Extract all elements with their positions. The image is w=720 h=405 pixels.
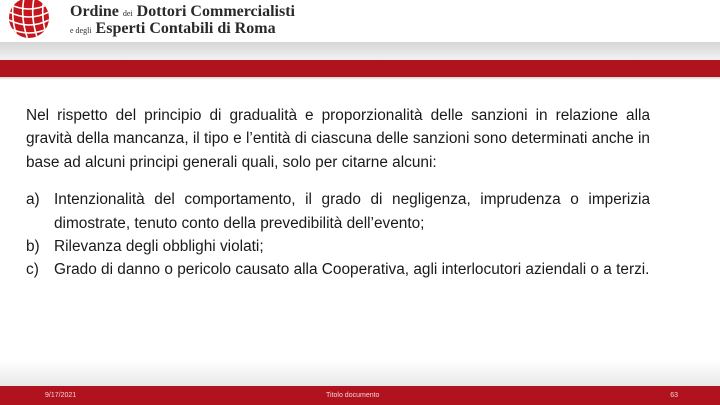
list-marker: c): [26, 261, 39, 279]
bottom-gradient: [0, 360, 720, 386]
list-marker: a): [26, 191, 40, 209]
org-word-e-degli: e degli: [70, 26, 92, 35]
org-word-dottori: Dottori Commercialisti: [136, 3, 295, 20]
list-item-text: Rilevanza degli obblighi violati;: [54, 238, 264, 256]
footer-page-number: 63: [670, 392, 678, 399]
criteria-list: [26, 188, 650, 282]
list-item: [26, 188, 650, 235]
list-item: [26, 258, 650, 281]
header-grey-band: [0, 42, 720, 60]
org-word-esperti: Esperti Contabili di Roma: [95, 20, 276, 37]
header: [0, 0, 720, 42]
org-word-ordine: Ordine: [70, 3, 119, 20]
header-red-band: [0, 60, 720, 77]
globe-logo-icon: [0, 0, 58, 42]
slide-content: [26, 104, 650, 282]
footer-bar: [0, 386, 720, 405]
org-name-line-1: [70, 3, 295, 21]
org-name-line-2: [70, 20, 276, 38]
list-marker: b): [26, 238, 40, 256]
list-item-text: Grado di danno o pericolo causato alla Cooperativa, agli interlocutori aziendali o a terzi.: [54, 261, 650, 279]
org-word-dei: dei: [122, 9, 133, 18]
footer-date: 9/17/2021: [45, 392, 77, 399]
list-item: [26, 235, 650, 258]
footer-doc-title: Titolo documento: [326, 392, 380, 399]
intro-paragraph: Nel rispetto del principio di gradualità e proporzionalità delle sanzioni in relazione alla gravità della mancanza, il tipo e l’entità di ciascuna delle sanzioni sono determinati anche in base ad alcuni principi generali quali, solo per citarne alcuni:: [26, 107, 650, 171]
list-item-text: Intenzionalità del comportamento, il grado di negligenza, imprudenza o imperizia dimostrate, tenuto conto della prevedibilità dell’evento;: [54, 191, 650, 232]
